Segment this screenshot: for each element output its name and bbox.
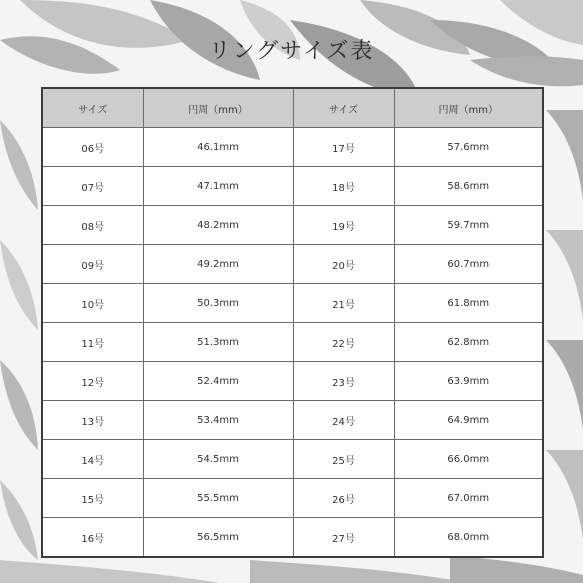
- circumference-cell: 46.1mm: [143, 128, 293, 167]
- table-header-row: [42, 88, 543, 128]
- table-row: [42, 128, 543, 167]
- table-row: [42, 167, 543, 206]
- size-cell: 15号: [42, 479, 143, 518]
- circumference-cell: 60.7mm: [394, 245, 543, 284]
- size-cell: 23号: [293, 362, 394, 401]
- circumference-cell: 52.4mm: [143, 362, 293, 401]
- circumference-cell: 51.3mm: [143, 323, 293, 362]
- circumference-cell: 63.9mm: [394, 362, 543, 401]
- circumference-cell: 59.7mm: [394, 206, 543, 245]
- size-cell: 17号: [293, 128, 394, 167]
- size-cell: 14号: [42, 440, 143, 479]
- circumference-cell: 64.9mm: [394, 401, 543, 440]
- table-row: [42, 479, 543, 518]
- table-row: [42, 518, 543, 558]
- circumference-cell: 54.5mm: [143, 440, 293, 479]
- header-circumference-left: 円周（mm）: [143, 88, 293, 128]
- circumference-cell: 48.2mm: [143, 206, 293, 245]
- table-row: [42, 284, 543, 323]
- table-row: [42, 440, 543, 479]
- size-cell: 20号: [293, 245, 394, 284]
- size-cell: 07号: [42, 167, 143, 206]
- size-cell: 10号: [42, 284, 143, 323]
- size-cell: 11号: [42, 323, 143, 362]
- size-cell: 25号: [293, 440, 394, 479]
- size-cell: 13号: [42, 401, 143, 440]
- circumference-cell: 47.1mm: [143, 167, 293, 206]
- circumference-cell: 53.4mm: [143, 401, 293, 440]
- circumference-cell: 50.3mm: [143, 284, 293, 323]
- size-cell: 27号: [293, 518, 394, 558]
- size-cell: 19号: [293, 206, 394, 245]
- header-circumference-right: 円周（mm）: [394, 88, 543, 128]
- page-title: リングサイズ表: [208, 39, 375, 64]
- size-cell: 08号: [42, 206, 143, 245]
- header-size-right: サイズ: [293, 88, 394, 128]
- size-cell: 09号: [42, 245, 143, 284]
- ring-size-table: [41, 87, 544, 558]
- table-row: [42, 362, 543, 401]
- circumference-cell: 56.5mm: [143, 518, 293, 558]
- size-cell: 21号: [293, 284, 394, 323]
- table-row: [42, 401, 543, 440]
- circumference-cell: 55.5mm: [143, 479, 293, 518]
- circumference-cell: 58.6mm: [394, 167, 543, 206]
- circumference-cell: 67.0mm: [394, 479, 543, 518]
- size-cell: 22号: [293, 323, 394, 362]
- size-cell: 18号: [293, 167, 394, 206]
- size-cell: 12号: [42, 362, 143, 401]
- table-row: [42, 245, 543, 284]
- circumference-cell: 62.8mm: [394, 323, 543, 362]
- table-row: [42, 206, 543, 245]
- size-cell: 24号: [293, 401, 394, 440]
- circumference-cell: 57.6mm: [394, 128, 543, 167]
- size-cell: 06号: [42, 128, 143, 167]
- circumference-cell: 49.2mm: [143, 245, 293, 284]
- size-cell: 26号: [293, 479, 394, 518]
- table-row: [42, 323, 543, 362]
- size-cell: 16号: [42, 518, 143, 558]
- circumference-cell: 61.8mm: [394, 284, 543, 323]
- circumference-cell: 66.0mm: [394, 440, 543, 479]
- circumference-cell: 68.0mm: [394, 518, 543, 558]
- header-size-left: サイズ: [42, 88, 143, 128]
